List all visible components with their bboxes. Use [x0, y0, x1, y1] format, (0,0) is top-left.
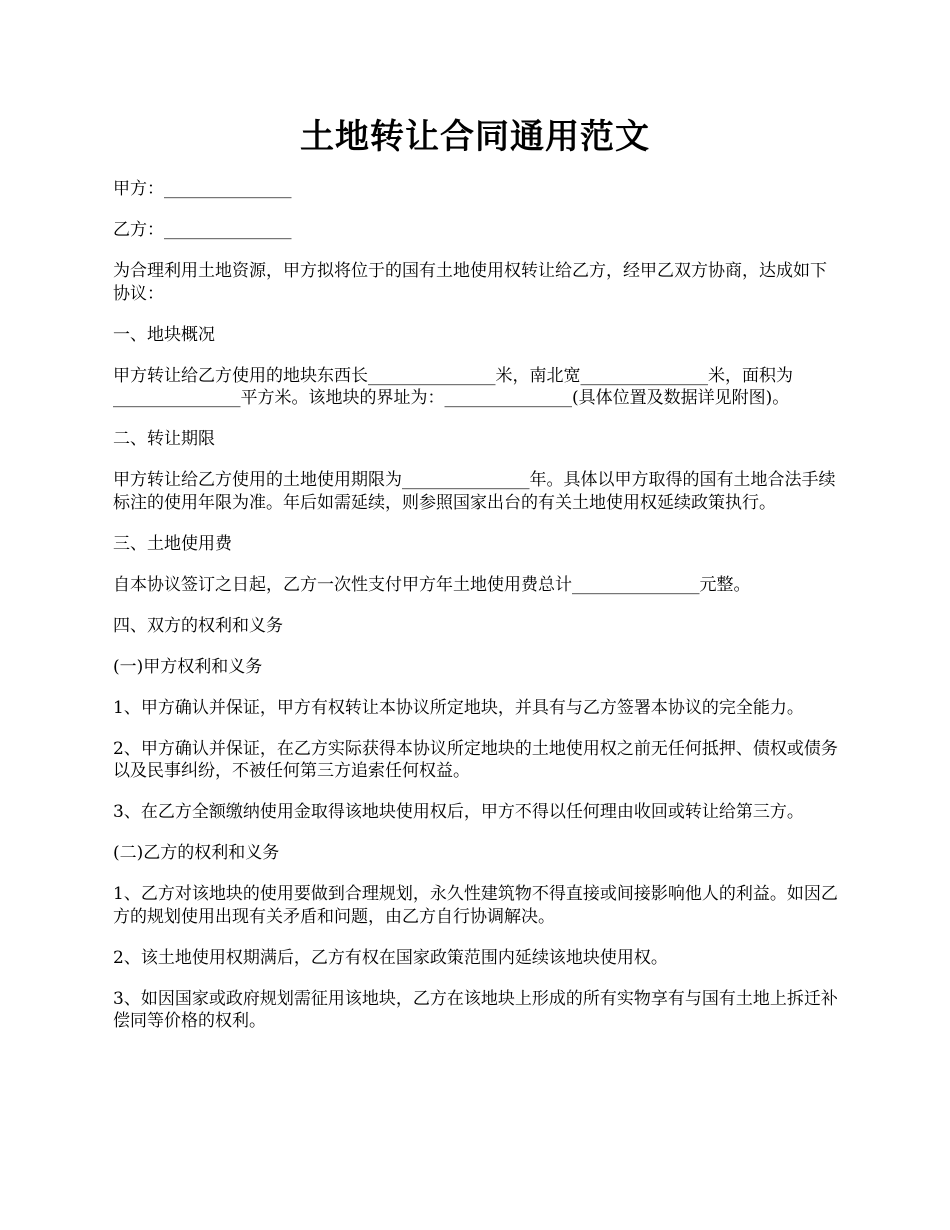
party-b-clause-3: 3、如因国家或政府规划需征用该地块，乙方在该地块上形成的所有实物享有与国有土地上拆迁补偿同等价格的权利。 — [113, 988, 838, 1031]
party-b-clause-1: 1、乙方对该地块的使用要做到合理规划，永久性建筑物不得直接或间接影响他人的利益。如因乙方的规划使用出现有关矛盾和问题，由乙方自行协调解决。 — [113, 884, 838, 927]
preamble-paragraph: 为合理利用土地资源，甲方拟将位于的国有土地使用权转让给乙方，经甲乙双方协商，达成如下协议： — [113, 261, 827, 304]
section-heading-3: 三、土地使用费 — [113, 533, 232, 554]
parcel-description-paragraph: 甲方转让给乙方使用的地块东西长_______________米，南北宽_______________米，面积为_______________平方米。该地块的界址为：_______________(具体位置及数据详见附图)。 — [113, 365, 793, 408]
party-b-clause-2: 2、该土地使用权期满后，乙方有权在国家政策范围内延续该地块使用权。 — [113, 947, 668, 968]
party-a-clause-1: 1、甲方确认并保证，甲方有权转让本协议所定地块，并具有与乙方签署本协议的完全能力。 — [113, 697, 804, 718]
land-fee-paragraph: 自本协议签订之日起，乙方一次性支付甲方年土地使用费总计_______________元整。 — [113, 574, 751, 595]
subsection-heading-a: (一)甲方权利和义务 — [113, 656, 263, 677]
party-b-line: 乙方：_______________ — [113, 220, 292, 240]
subsection-heading-b: (二)乙方的权利和义务 — [113, 843, 280, 863]
document-title: 土地转让合同通用范文 — [300, 117, 650, 157]
party-a-clause-3: 3、在乙方全额缴纳使用金取得该地块使用权后，甲方不得以任何理由收回或转让给第三方。 — [113, 802, 804, 822]
section-heading-1: 一、地块概况 — [113, 324, 215, 345]
party-a-clause-2: 2、甲方确认并保证，在乙方实际获得本协议所定地块的土地使用权之前无任何抵押、债权或债务以及民事纠纷，不被任何第三方追索任何权益。 — [113, 738, 838, 781]
party-a-line: 甲方：_______________ — [113, 179, 292, 199]
section-heading-4: 四、双方的权利和义务 — [113, 615, 283, 636]
transfer-term-paragraph: 甲方转让给乙方使用的土地使用期限为_______________年。具体以甲方取得的国有土地合法手续标注的使用年限为准。年后如需延续，则参照国家出台的有关土地使用权延续政策执行。 — [113, 470, 836, 513]
document-body — [113, 178, 841, 1051]
section-heading-2: 二、转让期限 — [113, 429, 215, 449]
